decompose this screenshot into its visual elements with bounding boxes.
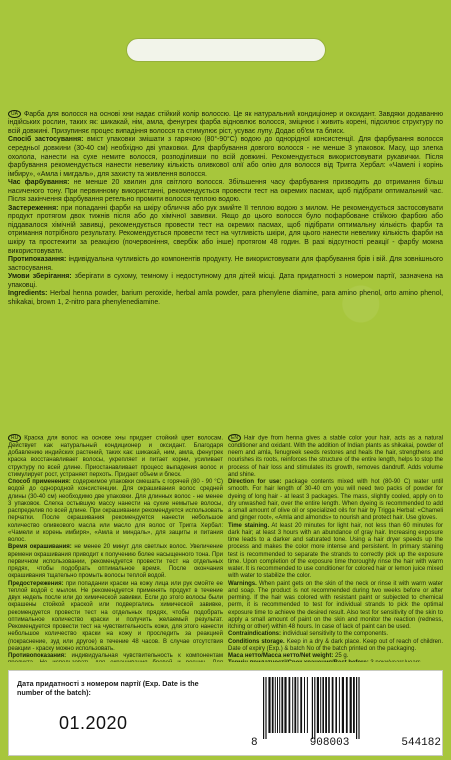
barcode-bar bbox=[277, 677, 278, 733]
barcode-bar bbox=[272, 677, 274, 733]
barcode-bar bbox=[328, 677, 330, 733]
ua-method-title: Спосіб застосування: bbox=[8, 136, 84, 144]
barcode-bar bbox=[335, 677, 337, 733]
ua-time: Час фарбування: не менше 20 хвилин для світлого волосся. Збільшення часу фарбування призводить до отримання більш насиченого тону. При первинному використанні, рекомендується провести тест на окремих пасмах, щоб підібрати оптимальний час. Після закінчення фарбування ретельно промити волосся теплою водою. bbox=[8, 179, 443, 204]
barcode-bar bbox=[339, 677, 340, 733]
barcode-bar bbox=[332, 677, 334, 733]
ua-contraindications: Протипоказання: індивідуальна чутливість до компонентів продукту. Не використовувати для фарбування брів і вій. Для зовнішнього застосування. bbox=[8, 256, 443, 272]
barcode-bar bbox=[307, 677, 308, 733]
barcode-bar bbox=[356, 677, 357, 739]
ru-language-badge: RU bbox=[8, 434, 21, 442]
barcode-bar bbox=[346, 677, 348, 733]
barcode-digits bbox=[251, 737, 441, 749]
barcode-bar bbox=[300, 677, 302, 733]
barcode-bar bbox=[304, 677, 305, 733]
english-instructions-column: EN Hair dye from henna gives a stable color your hair, acts as a natural conditioner and oxidant. With the addition of Indian plants as shikakai, powder of neem and amla, fenugreek seeds restores and heals the hair, strengthens and nourishes its roots, reinforces the structure of the entire length, helps to stop the process of hair loss and stimulates its growth, removes dandruff. Adds volume and shine. Direction for use: package contents mixed with hot (80-90 C) water until smooth. For hair length of 30-40 cm you will need two packs of powder for dyeing of long hair - at least 3 packages. The mass, slightly cooled, apply on to dry unwashed hair, over the entire length. When dyeing is recommended to add a small amount of olive oil or specialized oils for hair by Trigga Herbal: «Chameli and ginger root», «Amla and almonds» to nourish and protect hair. Use gloves. Time staining. At least 20 minutes for light hair, not less than 60 minutes for dark hair; at least 3 hours with an abundance of gray hair. Increasing exposure time leads to a darker and saturated tone. Using a hair dryer speeds up the process and makes the color more intense and persistent. In primary staining test is recommended to separate the strands to correctly pick up the exposure time. Upon completion of the exposure time thoroughly rinse the hair with warm water. It is recommended to use conditioner for colored hair or lemon juice mixed with water to stabilize the color. Warnings. When paint gets on the skin of the neck or rinse it with warm water and soap. The product is not recommended during two weeks before or after perming. If the hair was colored with resistant paint or subjected to chemical perm, it is recommended to test for individual strands to pick the optimal exposure time to achieve the desired result. Also test for sensitivity of the skin to apply a small amount of paint on the skin and monitor the reaction (redness, itching or other) within 48 hours. In case of lack of paint can be used. Contraindications: individual sensitivity to the components. Conditions storage. Keep in a dry & dark place. Keep out of reach of children. Date of expiry (Exp.) & batch No of the batch printed on the packaging. Маса нетто/Масса нетто/Net weight: 25 g. bbox=[228, 434, 443, 662]
barcode-bar bbox=[358, 677, 359, 739]
barcode-bar bbox=[314, 677, 315, 739]
barcode-bar bbox=[281, 677, 283, 733]
barcode bbox=[259, 677, 435, 739]
producer-info bbox=[228, 653, 443, 662]
barcode-bar bbox=[284, 677, 286, 733]
best-before-line bbox=[228, 660, 443, 662]
barcode-bar bbox=[289, 677, 291, 733]
barcode-digit-group: 8 bbox=[251, 737, 258, 749]
barcode-digit-group: 908003 bbox=[309, 737, 350, 749]
barcode-bar bbox=[297, 677, 298, 733]
barcode-bar bbox=[294, 677, 296, 733]
en-language-badge: EN bbox=[228, 434, 241, 442]
ukrainian-instructions-block bbox=[8, 110, 443, 434]
ua-language-badge: UA bbox=[8, 110, 21, 118]
barcode-bar bbox=[265, 677, 266, 739]
barcode-bar bbox=[268, 677, 270, 733]
ua-storage: Умови зберігання: зберігати в сухому, темному і недоступному для дітей місці. Дата придатності з номером партії, зазначена на упаковці. bbox=[8, 273, 444, 289]
russian-instructions-column: RU Краска для волос на основе хны придает стойкий цвет волосам. Действует как натуральный кондиционер и оксидант. Благодаря добавлению индийских растений, таких как: шикакай, ним, амла, фенугрек краска восстанавливает волосы, укрепляет и питает корни, усиливает структуру по всей длине. Приостанавливает процесс выпадения волос и стимулирует рост, устраняет перхоть. Придает объем и блеск. Способ применения: содержимое упаковки смешать с горячей (80 - 90 °С) водой до однородной консистенции. Для окрашивания волос средней длины (30-40 см) необходимо две упаковки. Для длинных волос - не менее 3 упаковок. Слегка остывшую массу нанести на сухие немытые волосы, распределив по всей длине. При окрашивании рекомендуется использовать перчатки. После окрашивания рекомендуется нанести небольшое количество оливкового масла или масло для волос от Тригга Хербал: «Чамели и корень имбиря», «Амла и миндаль», для защиты и питания волос. Время окрашивания: не менее 20 минут для светлых волос. Увеличение времени окрашивания приводит к получению более насыщенного тона. При первичном использовании, рекомендуется провести тест на отдельных прядях, чтобы подобрать оптимальное время. После окончания окрашивания тщательно промыть волосы теплой водой. Предостережения: при попадании краски на кожу лица или рук смойте ее теплой водой с мылом. Не рекомендуется применять продукт в течение двух недель после или до химической завивки. Если до этого волосы были окрашены стойкой краской или подвергались химической завивке, рекомендуется провести тест на отдельных прядях, чтобы подобрать оптимальное количество краски и получить желаемый результат. Рекомендуется провести тест на чувствительность кожи, для этого нанести небольшое количество краски на кожу и проследить за реакцией (покраснение, зуд или другое) в течение 48 часов. В случае отсутствия реакции - краску можно использовать. Противопоказания: индивидуальная чувствительность к компонентам bbox=[8, 435, 223, 660]
ua-time-title: Час фарбування: bbox=[8, 179, 70, 187]
net-weight-line: Маса нетто/Масса нетто/Net weight: 25 g. bbox=[228, 653, 349, 660]
batch-label: Дата придатності з номером партії (Exp. Date is the number of the batch): bbox=[17, 679, 199, 697]
ua-contra-title: Протипоказання: bbox=[8, 256, 67, 264]
two-column-instructions bbox=[8, 434, 443, 662]
barcode-bar bbox=[350, 677, 352, 733]
batch-and-barcode-box bbox=[8, 670, 443, 756]
ingredients-title: Ingredients: bbox=[8, 290, 48, 298]
ua-warnings: Застереження: при попаданні фарби на шкіру обличчя або рук змийте її теплою водою з милом. Не рекомендується застосовувати продукт протягом двох тижнів після або до хімічної завивки. Якщо до цього волосся було пофарбоване стійкою фарбою або піддавалося хімічній завивці, рекомендується провести тест на окремих пасмах, щоб підібрати оптимальну кількість фарби та отримання потрібного результату. Рекомендується провести тест на чутливість шкіри, для цього нанести невелику кількість фарби на шкіру та простежити за реакцією (почервоніння, свербіж або інше) протягом 48 годин. В разі відсутності реакції - фарбу можна використовувати. bbox=[8, 204, 443, 255]
ua-intro: UA Фарба для волосся на основі хни надає стійкий колір волоссю. Це як натуральний кондиціонер и оксидант. Завдяки додаванню індійських рослин, таких як: шикакай, нім, амла, фенугрек фарба відновлює волосся, зміцнює і живить корені, підсилює структуру по всій довжині. Призупиняє процес випадіння волосся та стимулює ріст, усуває лупу. Додає об'єм та блиск. bbox=[8, 110, 443, 135]
hang-hole bbox=[126, 38, 326, 62]
barcode-bar bbox=[275, 677, 276, 733]
barcode-digit-group: 544182 bbox=[401, 737, 441, 749]
batch-date: 01.2020 bbox=[59, 713, 128, 733]
barcode-bar bbox=[317, 677, 319, 733]
barcode-bar bbox=[325, 677, 327, 733]
ingredients: Ingredients: Herbal henna powder, barium peroxide, herbal amla powder, para phenylene diamine, para amino phenol, orto amino phenol, shikakai, brown 1, 2-nitro para phenylenediamine. bbox=[8, 290, 443, 306]
barcode-bar bbox=[263, 677, 264, 739]
barcode-bar bbox=[292, 677, 293, 733]
barcode-bar bbox=[322, 677, 324, 733]
barcode-bar bbox=[320, 677, 321, 733]
barcode-bar bbox=[342, 677, 344, 733]
ua-storage-title: Умови зберігання: bbox=[8, 273, 72, 281]
barcode-bar bbox=[312, 677, 313, 739]
barcode-bar bbox=[353, 677, 355, 733]
ua-method: Спосіб застосування: вміст упаковки змішати з гарячою (80°-90°С) водою до однорідної консистенції. Для фарбування волосся середньої довжини (30-40 см) необхідно дві упаковки. Для фарбування довгого волосся - не менше 3 упаковок. Масу, що злегка охолола, нанести на сухе немите волосся, розподіливши по всій довжині. Рекомендується використовувати рукавички. Після фарбування рекомендується нанести невелику кількість оливкової олії або олію для волосся від Тригга Хербал: «Чамелі і корінь імбиру», «Амла і мигдаль», для захисту та живлення волосся. bbox=[8, 136, 443, 178]
barcode-bar bbox=[279, 677, 280, 733]
ua-warnings-title: Застереження: bbox=[8, 204, 59, 212]
